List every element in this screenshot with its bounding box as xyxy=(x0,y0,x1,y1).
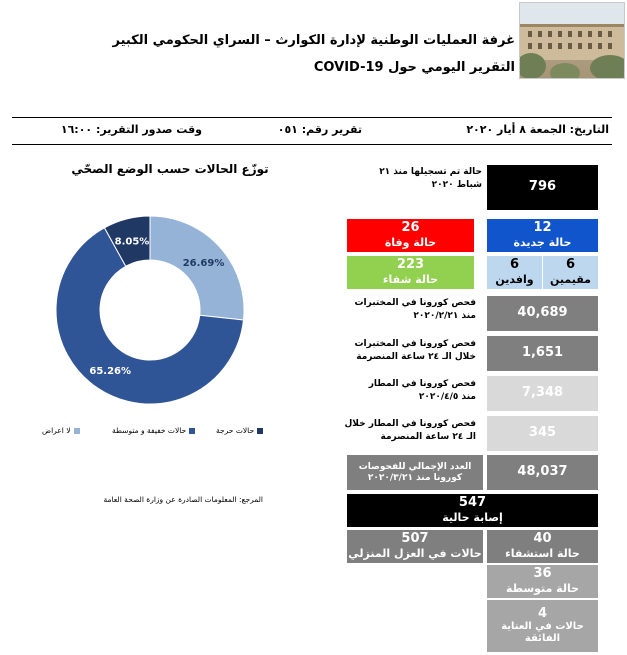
residents-value: 6 xyxy=(565,257,576,273)
airport-tests-total-label: فحص كورونا في المطار منذ ٢٠٢٠/٤/٥ xyxy=(368,379,476,403)
legend-swatch xyxy=(74,428,80,434)
home-isolation-label: حالات في العزل المنزلي xyxy=(348,547,482,561)
icu-label: حالات في العناية الفائقة xyxy=(501,621,584,645)
home-isolation-box xyxy=(347,530,483,563)
arrivals-value: 6 xyxy=(509,257,520,273)
total-cases-value: 796 xyxy=(528,179,557,195)
home-isolation-value: 507 xyxy=(401,531,429,547)
legend-item-mild-moderate xyxy=(112,426,195,435)
lab-tests-24h-label: فحص كورونا في المختبرات خلال الـ ٢٤ ساعة المنصرمة xyxy=(354,339,476,363)
report-title: غرفة العمليات الوطنية لإدارة الكوارث – السراي الحكومي الكبير xyxy=(112,33,515,48)
icu-box xyxy=(487,600,598,652)
active-cases-box xyxy=(347,494,598,527)
lab-tests-24h-box xyxy=(487,336,598,371)
airport-tests-total-box xyxy=(487,376,598,411)
recovered-value: 223 xyxy=(396,257,425,273)
residents-box xyxy=(543,256,598,289)
report-number: تقرير رقم: ٠٥١ xyxy=(277,123,362,136)
grand-serail-photo xyxy=(519,2,625,79)
new-cases-value: 12 xyxy=(533,220,552,236)
slice-label: 26.69% xyxy=(182,257,225,269)
airport-tests-24h-box xyxy=(487,416,598,451)
lab-tests-total-label: فحص كورونا في المختبرات منذ ٢٠٢٠/٢/٢١ xyxy=(354,298,476,322)
report-date: التاريخ: الجمعة ٨ أيار ٢٠٢٠ xyxy=(466,123,609,136)
lab-tests-24h-value: 1,651 xyxy=(521,345,564,361)
lab-tests-total-box xyxy=(487,296,598,331)
hospitalized-label: حالة استشفاء xyxy=(505,547,580,561)
legend-label: حالات خفيفة و متوسطة xyxy=(112,426,187,435)
airport-tests-24h-label: فحص كورونا في المطار خلال الـ ٢٤ ساعة المنصرمة xyxy=(344,419,476,443)
icu-value: 4 xyxy=(537,605,548,621)
total-cases-box xyxy=(487,165,598,210)
recovered-label: حالة شفاء xyxy=(382,273,439,287)
legend-swatch xyxy=(257,428,263,434)
arrivals-label: وافدين xyxy=(495,273,534,287)
legend-label: حالات حرجة xyxy=(216,426,255,435)
total-cases-label: حالة تم تسجيلها منذ ٢١ شباط ٢٠٢٠ xyxy=(379,167,482,191)
moderate-value: 36 xyxy=(533,566,552,582)
report-time: وقت صدور التقرير: ١٦:٠٠ xyxy=(60,123,202,136)
new-cases-box xyxy=(487,219,598,252)
grand-total-value: 48,037 xyxy=(517,464,568,480)
residents-label: مقيمين xyxy=(550,273,591,287)
moderate-box xyxy=(487,565,598,598)
grand-total-label: العدد الإجمالي للفحوصات كورونا منذ ٢٠٢٠/٣/٢١ xyxy=(358,461,472,483)
new-cases-label: حالة جديدة xyxy=(513,236,572,250)
grand-total-box xyxy=(487,455,598,490)
slice-label: 8.05% xyxy=(114,236,150,248)
chart-title: توزّع الحالات حسب الوضع الصحّي xyxy=(71,162,269,176)
arrivals-box xyxy=(487,256,542,289)
slice-label: 65.26% xyxy=(89,366,132,378)
legend-item-critical xyxy=(216,426,263,435)
report-subtitle: التقرير اليومي حول COVID-19 xyxy=(313,60,515,75)
hospitalized-box xyxy=(487,530,598,563)
legend-swatch xyxy=(189,428,195,434)
health-status-donut-chart xyxy=(40,190,300,430)
deaths-value: 26 xyxy=(401,220,420,236)
hospitalized-value: 40 xyxy=(533,531,552,547)
deaths-box xyxy=(347,219,474,252)
active-cases-value: 547 xyxy=(458,495,487,511)
recovered-box xyxy=(347,256,474,289)
legend-item-asymptomatic xyxy=(42,426,80,435)
moderate-label: حالة متوسطة xyxy=(505,582,580,596)
legend-label: لا اعراض xyxy=(42,426,71,435)
airport-tests-24h-value: 345 xyxy=(528,425,557,441)
airport-tests-total-value: 7,348 xyxy=(521,385,564,401)
deaths-label: حالة وفاة xyxy=(384,236,437,250)
source-note: المرجع: المعلومات الصادرة عن وزارة الصحة العامة xyxy=(103,495,263,504)
grand-total-label-box xyxy=(347,455,483,490)
lab-tests-total-value: 40,689 xyxy=(517,305,568,321)
active-cases-label: إصابة حالية xyxy=(442,511,503,525)
